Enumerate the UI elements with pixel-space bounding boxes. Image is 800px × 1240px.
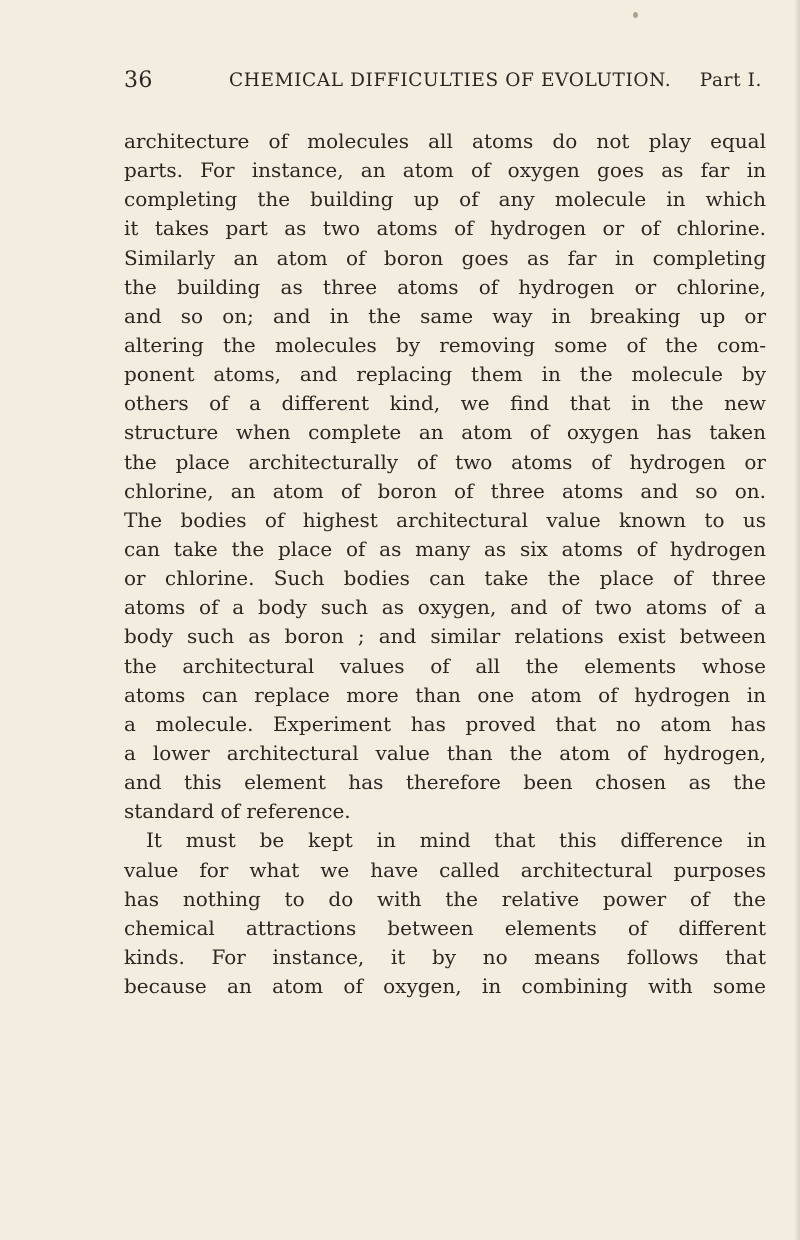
- text-line: and this element has therefore been chosen as the: [124, 770, 766, 795]
- text-line: completing the building up of any molecule in which: [124, 187, 766, 212]
- running-head: [124, 68, 762, 100]
- text-line: a molecule. Experiment has proved that no atom has: [124, 711, 766, 736]
- text-line: parts. For instance, an atom of oxygen goes as far in: [124, 158, 766, 183]
- text-line: or chlorine. Such bodies can take the place of three: [124, 566, 766, 591]
- chapter-title: CHEMICAL DIFFICULTIES OF EVOLUTION.: [229, 70, 672, 91]
- text-line: Similarly an atom of boron goes as far in completing: [124, 245, 766, 270]
- text-line: the place architecturally of two atoms of hydrogen or: [124, 449, 766, 474]
- text-line: architecture of molecules all atoms do not play equal: [124, 129, 766, 153]
- text-line: structure when complete an atom of oxygen has taken: [124, 420, 766, 445]
- text-line: value for what we have called architectural purposes: [124, 857, 766, 882]
- text-line: a lower architectural value than the atom of hydrogen,: [124, 740, 766, 765]
- text-line: ponent atoms, and replacing them in the molecule by: [124, 362, 766, 387]
- text-line: kinds. For instance, it by no means follows that: [124, 944, 766, 969]
- text-line: because an atom of oxygen, in combining with some: [124, 974, 766, 999]
- text-line: The bodies of highest architectural value known to us: [124, 507, 766, 532]
- text-line: has nothing to do with the relative power of the: [124, 886, 766, 911]
- text-line: others of a different kind, we find that in the new: [124, 391, 766, 416]
- text-line: the building as three atoms of hydrogen or chlorine,: [124, 274, 766, 299]
- text-line: altering the molecules by removing some of the com-: [124, 332, 766, 357]
- ink-speck: [633, 12, 638, 18]
- text-line: the architectural values of all the elements whose: [124, 653, 766, 678]
- text-line: body such as boron ; and similar relations exist between: [124, 624, 766, 649]
- text-line: chemical attractions between elements of different: [124, 915, 766, 940]
- text-line: and so on; and in the same way in breaking up or: [124, 303, 766, 328]
- text-line: atoms of a body such as oxygen, and of two atoms of a: [124, 595, 766, 620]
- text-line: chlorine, an atom of boron of three atoms and so on.: [124, 478, 766, 503]
- text-line: It must be kept in mind that this difference in: [146, 828, 766, 853]
- body-text: [124, 127, 766, 1001]
- part-label: Part I.: [699, 70, 762, 91]
- page-edge-shadow: [794, 0, 800, 1240]
- text-line: standard of reference.: [124, 799, 351, 824]
- text-line: atoms can replace more than one atom of hydrogen in: [124, 682, 766, 707]
- text-line: it takes part as two atoms of hydrogen or of chlorine.: [124, 216, 766, 241]
- text-line: can take the place of as many as six atoms of hydrogen: [124, 536, 766, 561]
- page-number: 36: [124, 68, 153, 93]
